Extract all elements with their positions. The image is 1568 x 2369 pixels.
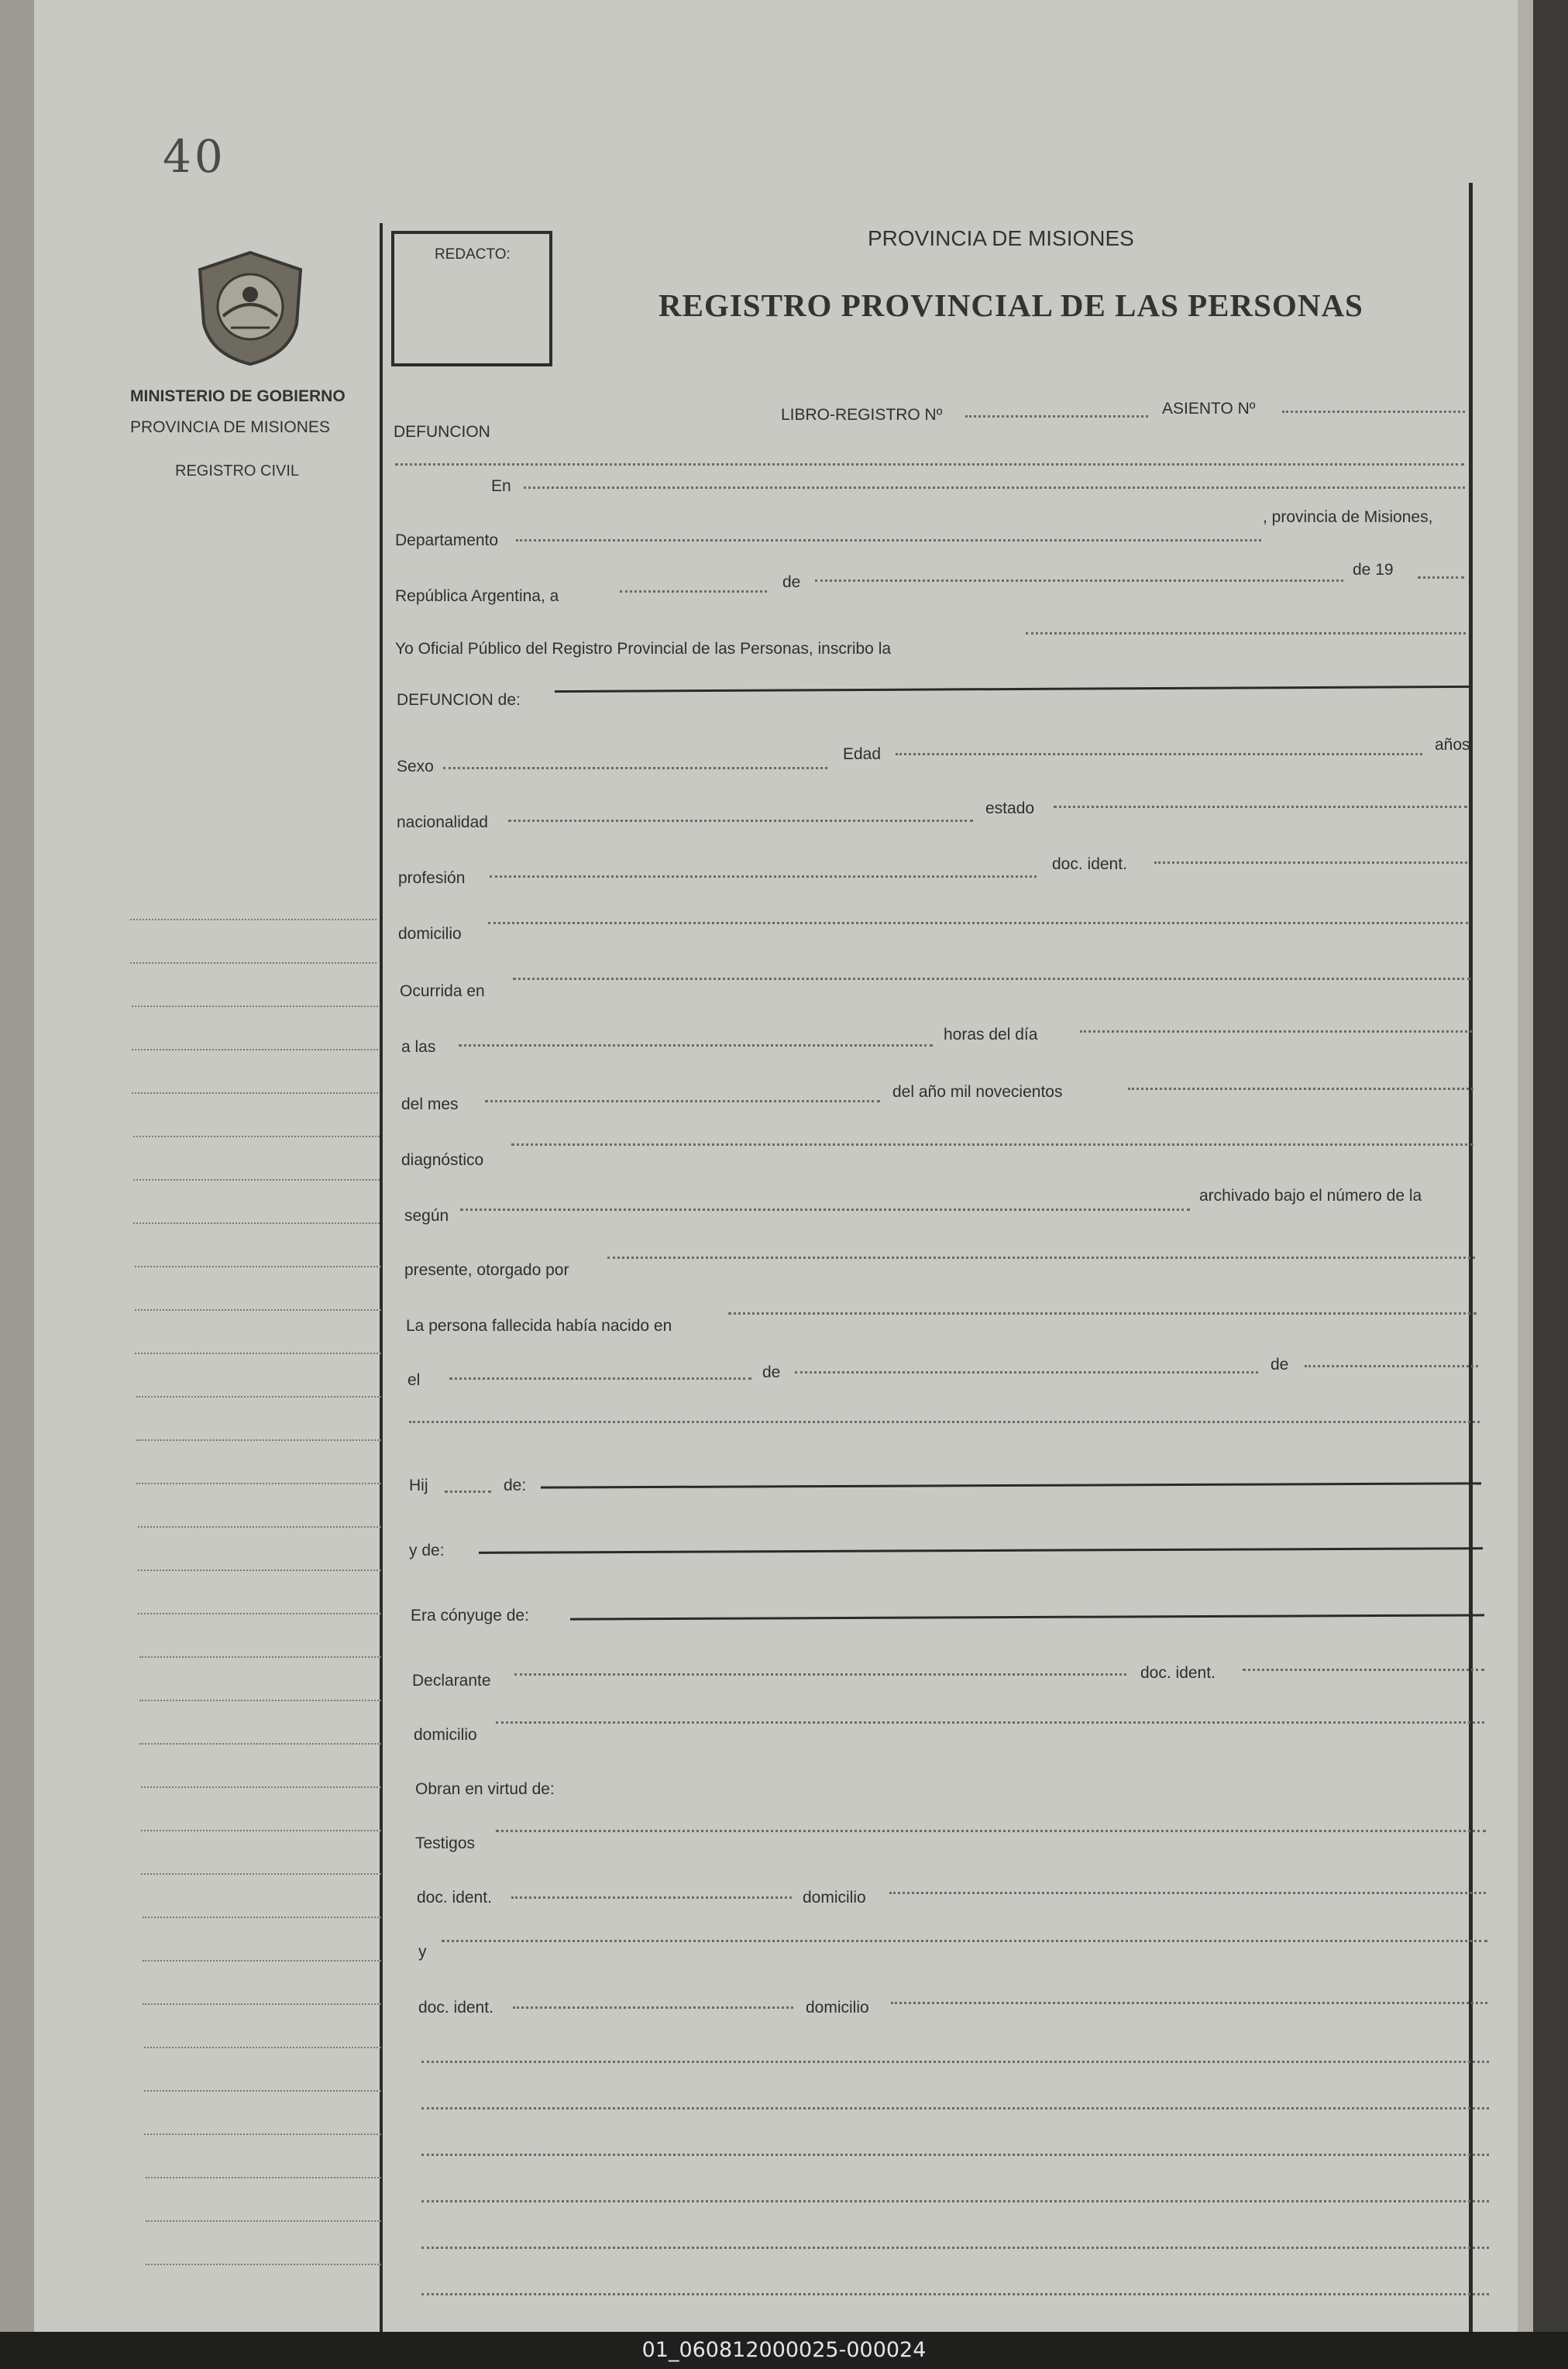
doc-ident-field-4[interactable] — [513, 2006, 793, 2009]
el-field[interactable] — [449, 1377, 751, 1380]
presente-label: presente, otorgado por — [404, 1261, 569, 1279]
margin-line[interactable] — [138, 1526, 381, 1528]
republica-label: República Argentina, a — [395, 587, 559, 605]
margin-line[interactable] — [133, 1179, 380, 1181]
del-ano-label: del año mil novecientos — [892, 1083, 1063, 1101]
margin-line[interactable] — [141, 1830, 381, 1831]
blank-line[interactable] — [421, 2293, 1489, 2295]
domicilio-field-1[interactable] — [488, 922, 1468, 924]
anos-label: años — [1435, 736, 1470, 754]
doc-ident-field-2[interactable] — [1243, 1669, 1484, 1671]
margin-line[interactable] — [144, 2090, 381, 2092]
redacto-label: REDACTO: — [435, 246, 511, 263]
y-label: y — [418, 1943, 427, 1961]
de-label-2: de — [762, 1363, 781, 1381]
doc-ident-field-1[interactable] — [1154, 861, 1467, 864]
hij-de-label: de: — [504, 1477, 527, 1494]
testigos-field[interactable] — [496, 1830, 1486, 1832]
asiento-field[interactable] — [1282, 411, 1465, 413]
de-label-3: de — [1271, 1356, 1289, 1374]
left-frame-line — [380, 223, 383, 2332]
en-field[interactable] — [524, 487, 1465, 489]
edad-field[interactable] — [896, 753, 1422, 755]
domicilio-label-1: domicilio — [398, 925, 462, 943]
margin-line[interactable] — [136, 1483, 381, 1484]
margin-line[interactable] — [146, 2177, 381, 2178]
margin-line[interactable] — [139, 1743, 381, 1745]
margin-line[interactable] — [144, 2047, 381, 2048]
blank-line[interactable] — [421, 2247, 1489, 2249]
nacido-field[interactable] — [728, 1312, 1477, 1315]
yo-field[interactable] — [1026, 632, 1466, 634]
nac-ano-field[interactable] — [1305, 1365, 1478, 1367]
margin-line[interactable] — [138, 1613, 381, 1614]
dia-field[interactable] — [620, 590, 767, 593]
blank-line[interactable] — [421, 2107, 1489, 2109]
declarante-label: Declarante — [412, 1672, 491, 1690]
domicilio-label-2: domicilio — [414, 1726, 477, 1744]
nacido-label: La persona fallecida había nacido en — [406, 1317, 672, 1335]
testigo2-field[interactable] — [442, 1940, 1487, 1942]
margin-line[interactable] — [139, 1700, 381, 1701]
ocurrida-label: Ocurrida en — [400, 982, 485, 1000]
sexo-label: Sexo — [397, 758, 434, 775]
estado-label: estado — [985, 799, 1035, 817]
margin-line[interactable] — [141, 1786, 381, 1788]
sexo-field[interactable] — [443, 767, 827, 769]
page-number: 40 — [163, 130, 226, 183]
margin-line[interactable] — [132, 1006, 378, 1007]
libro-label: LIBRO-REGISTRO Nº — [781, 406, 943, 424]
margin-line[interactable] — [135, 1266, 381, 1267]
margin-line[interactable] — [143, 1917, 381, 1918]
nac-mes-field[interactable] — [795, 1371, 1258, 1374]
declarante-field[interactable] — [514, 1673, 1126, 1676]
registry-title: REGISTRO PROVINCIAL DE LAS PERSONAS — [658, 287, 1363, 323]
province-emblem-icon — [184, 246, 316, 370]
presente-field[interactable] — [607, 1257, 1475, 1259]
doc-ident-field-3[interactable] — [511, 1896, 792, 1899]
nacionalidad-field[interactable] — [508, 820, 973, 822]
margin-line[interactable] — [132, 1049, 378, 1050]
a-las-field[interactable] — [459, 1044, 933, 1047]
margin-line[interactable] — [135, 1309, 381, 1311]
margin-line[interactable] — [146, 2264, 381, 2265]
del-mes-field[interactable] — [485, 1100, 880, 1102]
del-mes-label: del mes — [401, 1095, 459, 1113]
margin-line[interactable] — [136, 1396, 381, 1398]
province-left-label: PROVINCIA DE MISIONES — [130, 418, 330, 436]
doc-ident-label-2: doc. ident. — [1140, 1664, 1216, 1682]
margin-line[interactable] — [138, 1570, 381, 1571]
doc-ident-label-4: doc. ident. — [418, 1999, 493, 2017]
asiento-label: ASIENTO Nº — [1162, 400, 1256, 418]
de-label-1: de — [782, 573, 801, 591]
mes-field[interactable] — [815, 579, 1343, 582]
margin-line[interactable] — [130, 919, 377, 920]
ocurrida-field[interactable] — [513, 978, 1470, 980]
libro-field[interactable] — [965, 415, 1148, 418]
diagnostico-field[interactable] — [511, 1143, 1473, 1146]
defuncion-de-label: DEFUNCION de: — [397, 691, 521, 709]
blank-line[interactable] — [421, 2061, 1489, 2063]
blank-line[interactable] — [421, 2200, 1489, 2202]
conyuge-label: Era cónyuge de: — [411, 1607, 529, 1625]
testigos-label: Testigos — [415, 1834, 476, 1852]
margin-line[interactable] — [135, 1353, 381, 1354]
obran-label: Obran en virtud de: — [415, 1780, 555, 1798]
margin-line[interactable] — [143, 2003, 381, 2005]
departamento-label: Departamento — [395, 531, 499, 549]
margin-line[interactable] — [146, 2220, 381, 2222]
y-de-label: y de: — [409, 1542, 445, 1559]
margin-line[interactable] — [132, 1092, 378, 1094]
doc-ident-label-3: doc. ident. — [417, 1889, 492, 1907]
hij-field[interactable] — [445, 1491, 491, 1493]
provincia-label: , provincia de Misiones, — [1263, 508, 1433, 526]
edad-label: Edad — [843, 745, 882, 763]
registry-label: REGISTRO CIVIL — [175, 462, 300, 480]
margin-line[interactable] — [141, 1873, 381, 1875]
archivado-label: archivado bajo el número de la — [1199, 1187, 1422, 1205]
domicilio-label-3: domicilio — [803, 1889, 866, 1907]
horas-label: horas del día — [944, 1026, 1038, 1044]
blank-line[interactable] — [421, 2154, 1489, 2156]
departamento-field[interactable] — [516, 539, 1261, 542]
horas-field[interactable] — [1080, 1030, 1472, 1033]
hij-label: Hij — [409, 1477, 428, 1494]
profesion-label: profesión — [398, 869, 466, 887]
defuncion-field[interactable] — [395, 463, 1464, 466]
doc-ident-label-1: doc. ident. — [1052, 855, 1127, 873]
el-label: el — [407, 1371, 421, 1389]
ano-field[interactable] — [1418, 576, 1464, 579]
nacionalidad-label: nacionalidad — [397, 813, 488, 831]
a-las-label: a las — [401, 1038, 436, 1056]
image-id-caption: 01_060812000025-000024 — [0, 2332, 1568, 2369]
estado-field[interactable] — [1054, 806, 1467, 808]
diagnostico-label: diagnóstico — [401, 1151, 484, 1169]
margin-line[interactable] — [130, 962, 377, 964]
redacto-box — [391, 231, 552, 366]
yo-label: Yo Oficial Público del Registro Provincial de las Personas, inscribo la — [395, 640, 892, 658]
margin-line[interactable] — [136, 1439, 381, 1441]
segun-label: según — [404, 1207, 449, 1225]
domicilio-field-2[interactable] — [496, 1721, 1484, 1724]
domicilio-field-4[interactable] — [891, 2002, 1487, 2004]
margin-line[interactable] — [133, 1222, 380, 1224]
margin-line[interactable] — [139, 1656, 381, 1658]
province-heading: PROVINCIA DE MISIONES — [868, 226, 1134, 250]
margin-line[interactable] — [143, 1960, 381, 1962]
margin-line[interactable] — [133, 1136, 380, 1137]
en-label: En — [491, 477, 511, 495]
de19-label: de 19 — [1353, 561, 1394, 579]
margin-line[interactable] — [144, 2133, 381, 2135]
ministry-label: MINISTERIO DE GOBIERNO — [130, 387, 346, 405]
del-ano-field[interactable] — [1128, 1088, 1473, 1090]
defuncion-label: DEFUNCION — [394, 423, 490, 441]
segun-field[interactable] — [460, 1209, 1190, 1211]
domicilio-field-3[interactable] — [889, 1892, 1486, 1894]
domicilio-label-4: domicilio — [806, 1999, 869, 2017]
profesion-field[interactable] — [490, 875, 1037, 878]
nacido-extra-field[interactable] — [409, 1421, 1480, 1423]
